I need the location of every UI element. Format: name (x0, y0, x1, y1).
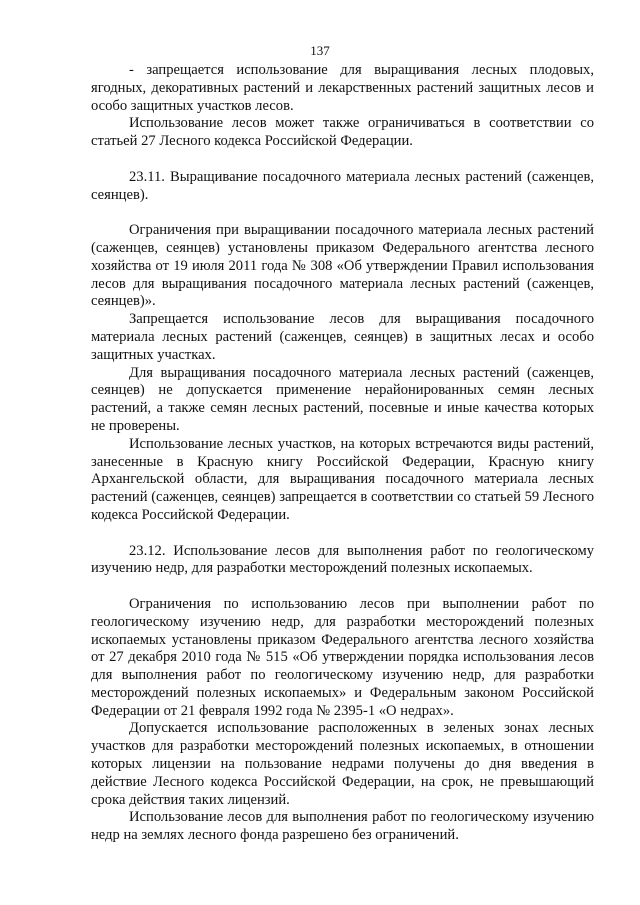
section-gap (91, 151, 594, 169)
paragraph-order-308: Ограничения при выращивании посадочного материала лесных растений (саженцев, сеянцев) установлены приказом Федерального агентства лесного хозяйства от 19 июля 2011 года № 308 «Об утверждении Правил использования лесов для выращивания посадочного материала лесных растений (саженцев, сеянцев)». (91, 222, 594, 310)
section-gap (91, 204, 594, 222)
paragraph-order-515: Ограничения по использованию лесов при выполнении работ по геологическому изучению недр, для разработки месторождений полезных ископаемых установлены приказом Федерального агентства лесного хозяйства от 27 декабря 2010 года № 515 «Об утверждении порядка использования лесов для выполнения работ по геологическому изучению недр, для разработки месторождений полезных ископаемых» и Федеральным законом Российской Федерации от 21 февраля 1992 года № 2395-1 «О недрах». (91, 595, 594, 719)
section-heading-23-11: 23.11. Выращивание посадочного материала лесных растений (саженцев, сеянцев). (91, 168, 594, 203)
section-gap (91, 525, 594, 543)
paragraph-geology-allowed: Использование лесов для выполнения работ по геологическому изучению недр на землях лесного фонда разрешено без ограничений. (91, 809, 594, 844)
page-number: 137 (310, 43, 330, 58)
page-content (91, 62, 594, 845)
section-heading-23-12: 23.12. Использование лесов для выполнения работ по геологическому изучению недр, для разработки месторождений полезных ископаемых. (91, 542, 594, 577)
paragraph-green-zones: Допускается использование расположенных в зеленых зонах лесных участков для разработки месторождений полезных ископаемых, в отношении которых лицензии на пользование недрами получены до дня введения в действие Лесного кодекса Российской Федерации, на срок, не превышающий срока действия таких лицензий. (91, 720, 594, 808)
section-gap (91, 578, 594, 596)
paragraph-article-27: Использование лесов может также ограничиваться в соответствии со статьей 27 Лесного кодекса Российской Федерации. (91, 115, 594, 150)
paragraph-seeds: Для выращивания посадочного материала лесных растений (саженцев, сеянцев) не допускается применение нерайонированных семян лесных растений, а также семян лесных растений, посевные и иные качества которых не проверены. (91, 364, 594, 434)
paragraph-prohibition-fruit: - запрещается использование для выращивания лесных плодовых, ягодных, декоративных растений и лекарственных растений защитных лесов и особо защитных участков лесов. (91, 62, 594, 114)
paragraph-red-book: Использование лесных участков, на которых встречаются виды растений, занесенные в Красную книгу Российской Федерации, Красную книгу Архангельской области, для выращивания посадочного материала лесных растений (саженцев, сеянцев) запрещается в соответствии со статьей 59 Лесного кодекса Российской Федерации. (91, 435, 594, 523)
paragraph-prohibition-protective: Запрещается использование лесов для выращивания посадочного материала лесных растений (саженцев, сеянцев) в защитных лесах и особо защитных участках. (91, 311, 594, 363)
